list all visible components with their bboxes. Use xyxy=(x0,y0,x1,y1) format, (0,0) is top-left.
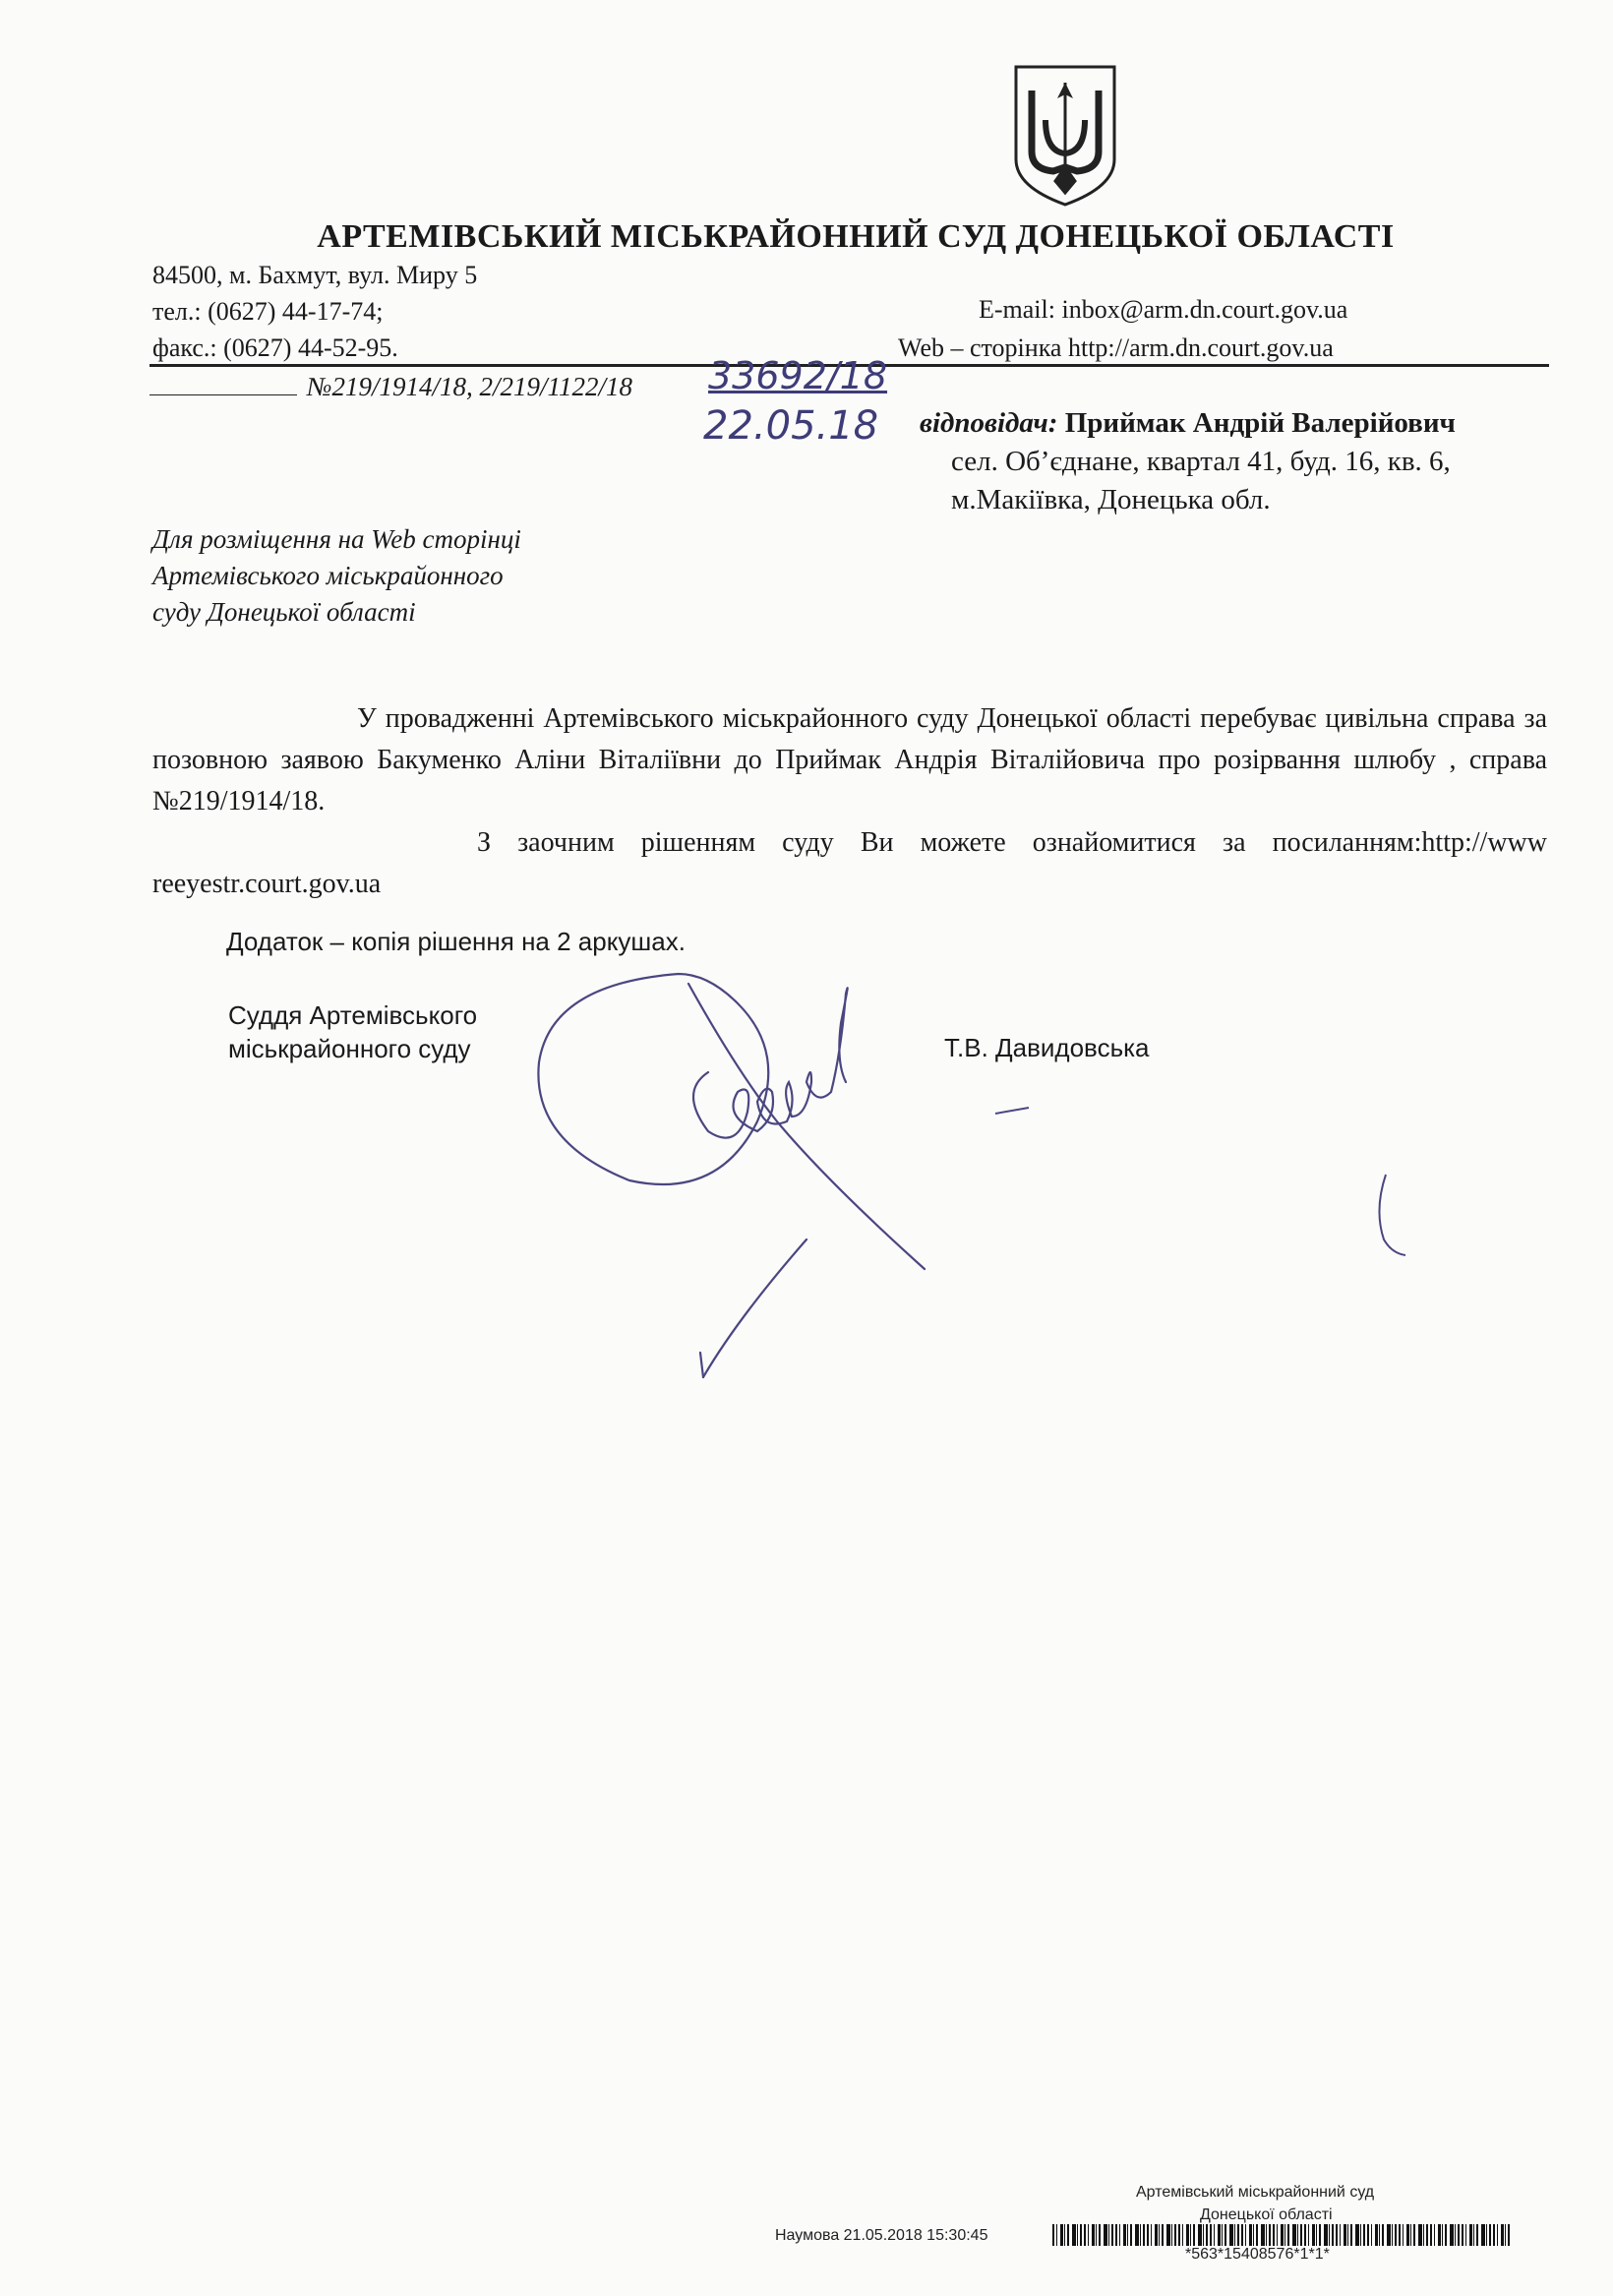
judge-title-line1: Суддя Артемівського xyxy=(228,1000,478,1030)
stamp-code: *563*15408576*1*1* xyxy=(1185,2246,1330,2263)
attachment-note: Додаток – копія рішення на 2 аркушах. xyxy=(226,927,686,956)
judge-title xyxy=(228,998,477,1065)
recipient-heading xyxy=(920,407,1456,440)
court-title: АРТЕМІВСЬКИЙ МІСЬКРАЙОННИЙ СУД ДОНЕЦЬКОЇ ОБЛАСТІ xyxy=(317,218,1395,255)
recipient-address-line2: м.Макіївка, Донецька обл. xyxy=(951,484,1271,515)
handwritten-date: 22.05.18 xyxy=(703,403,879,449)
stamp-line2: Донецької області xyxy=(1200,2206,1333,2223)
judge-name: Т.В. Давидовська xyxy=(944,1033,1150,1062)
web-note-line1: Для розміщення на Web сторінці xyxy=(152,524,521,554)
stamp-operator-datetime: Наумова 21.05.2018 15:30:45 xyxy=(775,2227,988,2244)
judge-title-line2: міськрайонного суду xyxy=(228,1034,471,1063)
web-publication-note xyxy=(152,521,521,631)
recipient-label: відповідач: xyxy=(920,407,1058,439)
body-paragraph-2: З заочним рішенням суду Ви можете ознайомитися за посиланням:http://www reeyestr.court.gov.ua xyxy=(152,827,1547,899)
web-note-line3: суду Донецької області xyxy=(152,597,416,627)
stamp-line1: Артемівський міськрайонний суд xyxy=(1136,2184,1375,2201)
court-web: Web – сторінка http://arm.dn.court.gov.ua xyxy=(898,333,1334,362)
court-phone: тел.: (0627) 44-17-74; xyxy=(152,297,384,326)
pen-mark-icon xyxy=(993,1102,1033,1121)
barcode-icon xyxy=(1052,2224,1515,2246)
court-address: 84500, м. Бахмут, вул. Миру 5 xyxy=(152,261,478,289)
recipient-name: Приймак Андрій Валерійович xyxy=(1064,407,1456,439)
body-paragraph-1: У провадженні Артемівського міськрайонного суду Донецької області перебуває цивільна справа за позовною заявою Бакуменко Аліни Віталіївни до Приймак Андрія Віталійовича про розірвання шлюбу , справа №219/1914/18. xyxy=(152,703,1547,816)
body-text xyxy=(152,698,1547,905)
case-numbers: №219/1914/18, 2/219/1122/18 xyxy=(307,372,632,401)
outgoing-number-blank xyxy=(149,394,297,395)
trident-emblem-icon xyxy=(1008,61,1122,209)
signature-icon xyxy=(511,944,964,1397)
recipient-address-line1: сел. Об’єднане, квартал 41, буд. 16, кв. 6, xyxy=(951,446,1451,477)
margin-mark-icon xyxy=(1372,1171,1411,1259)
reference-line xyxy=(149,372,632,402)
web-note-line2: Артемівського міськрайонного xyxy=(152,561,504,590)
court-email: E-mail: inbox@arm.dn.court.gov.ua xyxy=(979,295,1348,324)
handwritten-number: 33692/18 xyxy=(708,354,888,397)
court-fax: факс.: (0627) 44-52-95. xyxy=(152,333,398,362)
